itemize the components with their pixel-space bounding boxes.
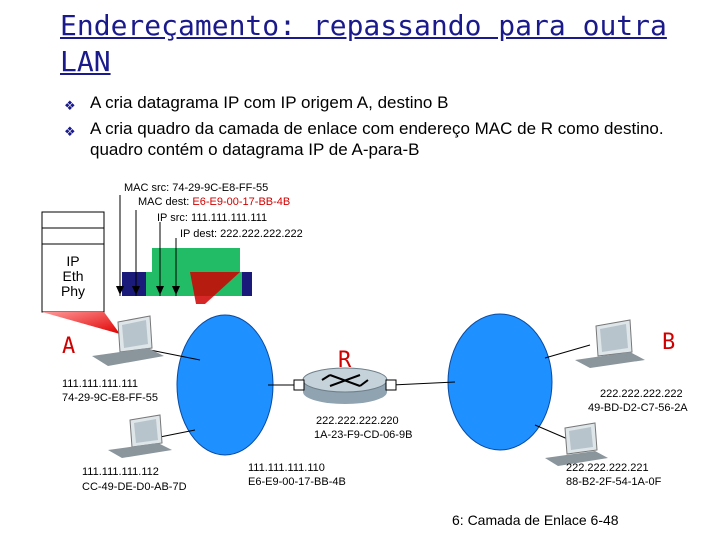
r-right-mac: 1A-23-F9-CD-06-9B — [314, 429, 413, 441]
a-ip: 111.111.111.111 — [62, 378, 139, 390]
node-label-a: A — [62, 334, 76, 359]
frame-ip-src: IP src: 111.111.111.111 — [157, 212, 268, 224]
computer-right-lower-icon — [545, 423, 608, 466]
r-left-mac: E6-E9-00-17-BB-4B — [248, 476, 346, 488]
slide-footer: 6: Camada de Enlace 6-48 — [452, 512, 619, 528]
bullet-2: A cria quadro da camada de enlace com endereço MAC de R como destino. quadro contém o datagrama IP de A-para-B — [90, 119, 664, 159]
node-label-r: R — [338, 348, 352, 373]
r-right-ip: 222.222.222.220 — [316, 415, 399, 427]
b-mac: 49-BD-D2-C7-56-2A — [588, 402, 688, 414]
bullet-icon: ❖ — [64, 98, 76, 113]
stack-layer-eth: Eth — [62, 268, 84, 284]
frame-mac-dest: MAC dest: E6-E9-00-17-BB-4B — [138, 196, 291, 208]
right-lower-mac: 88-B2-2F-54-1A-0F — [566, 476, 662, 488]
r-left-ip: 111.111.111.110 — [248, 462, 325, 474]
right-network-cloud — [448, 314, 552, 450]
frame-mac-src: MAC src: 74-29-9C-E8-FF-55 — [124, 182, 269, 194]
slide-title: Endereçamento: repassando para outra LAN — [60, 9, 667, 78]
left-lower-mac: CC-49-DE-D0-AB-7D — [82, 481, 187, 493]
a-mac: 74-29-9C-E8-FF-55 — [62, 392, 158, 404]
left-lower-ip: 111.111.111.112 — [82, 466, 159, 478]
stack-wedge — [42, 312, 120, 334]
bullet-1: A cria datagrama IP com IP origem A, destino B — [90, 93, 449, 112]
right-lower-ip: 222.222.222.221 — [566, 462, 649, 474]
bullet-icon: ❖ — [64, 124, 76, 139]
b-ip: 222.222.222.222 — [600, 388, 683, 400]
stack-layer-phy: Phy — [60, 283, 86, 299]
router-icon — [303, 368, 387, 404]
left-network-cloud — [177, 315, 273, 455]
frame-ip-dest: IP dest: 222.222.222.222 — [180, 228, 303, 240]
stack-layer-ip: IP — [66, 253, 80, 269]
node-label-b: B — [662, 330, 676, 355]
computer-b-icon — [575, 320, 645, 368]
protocol-stack — [42, 254, 104, 299]
